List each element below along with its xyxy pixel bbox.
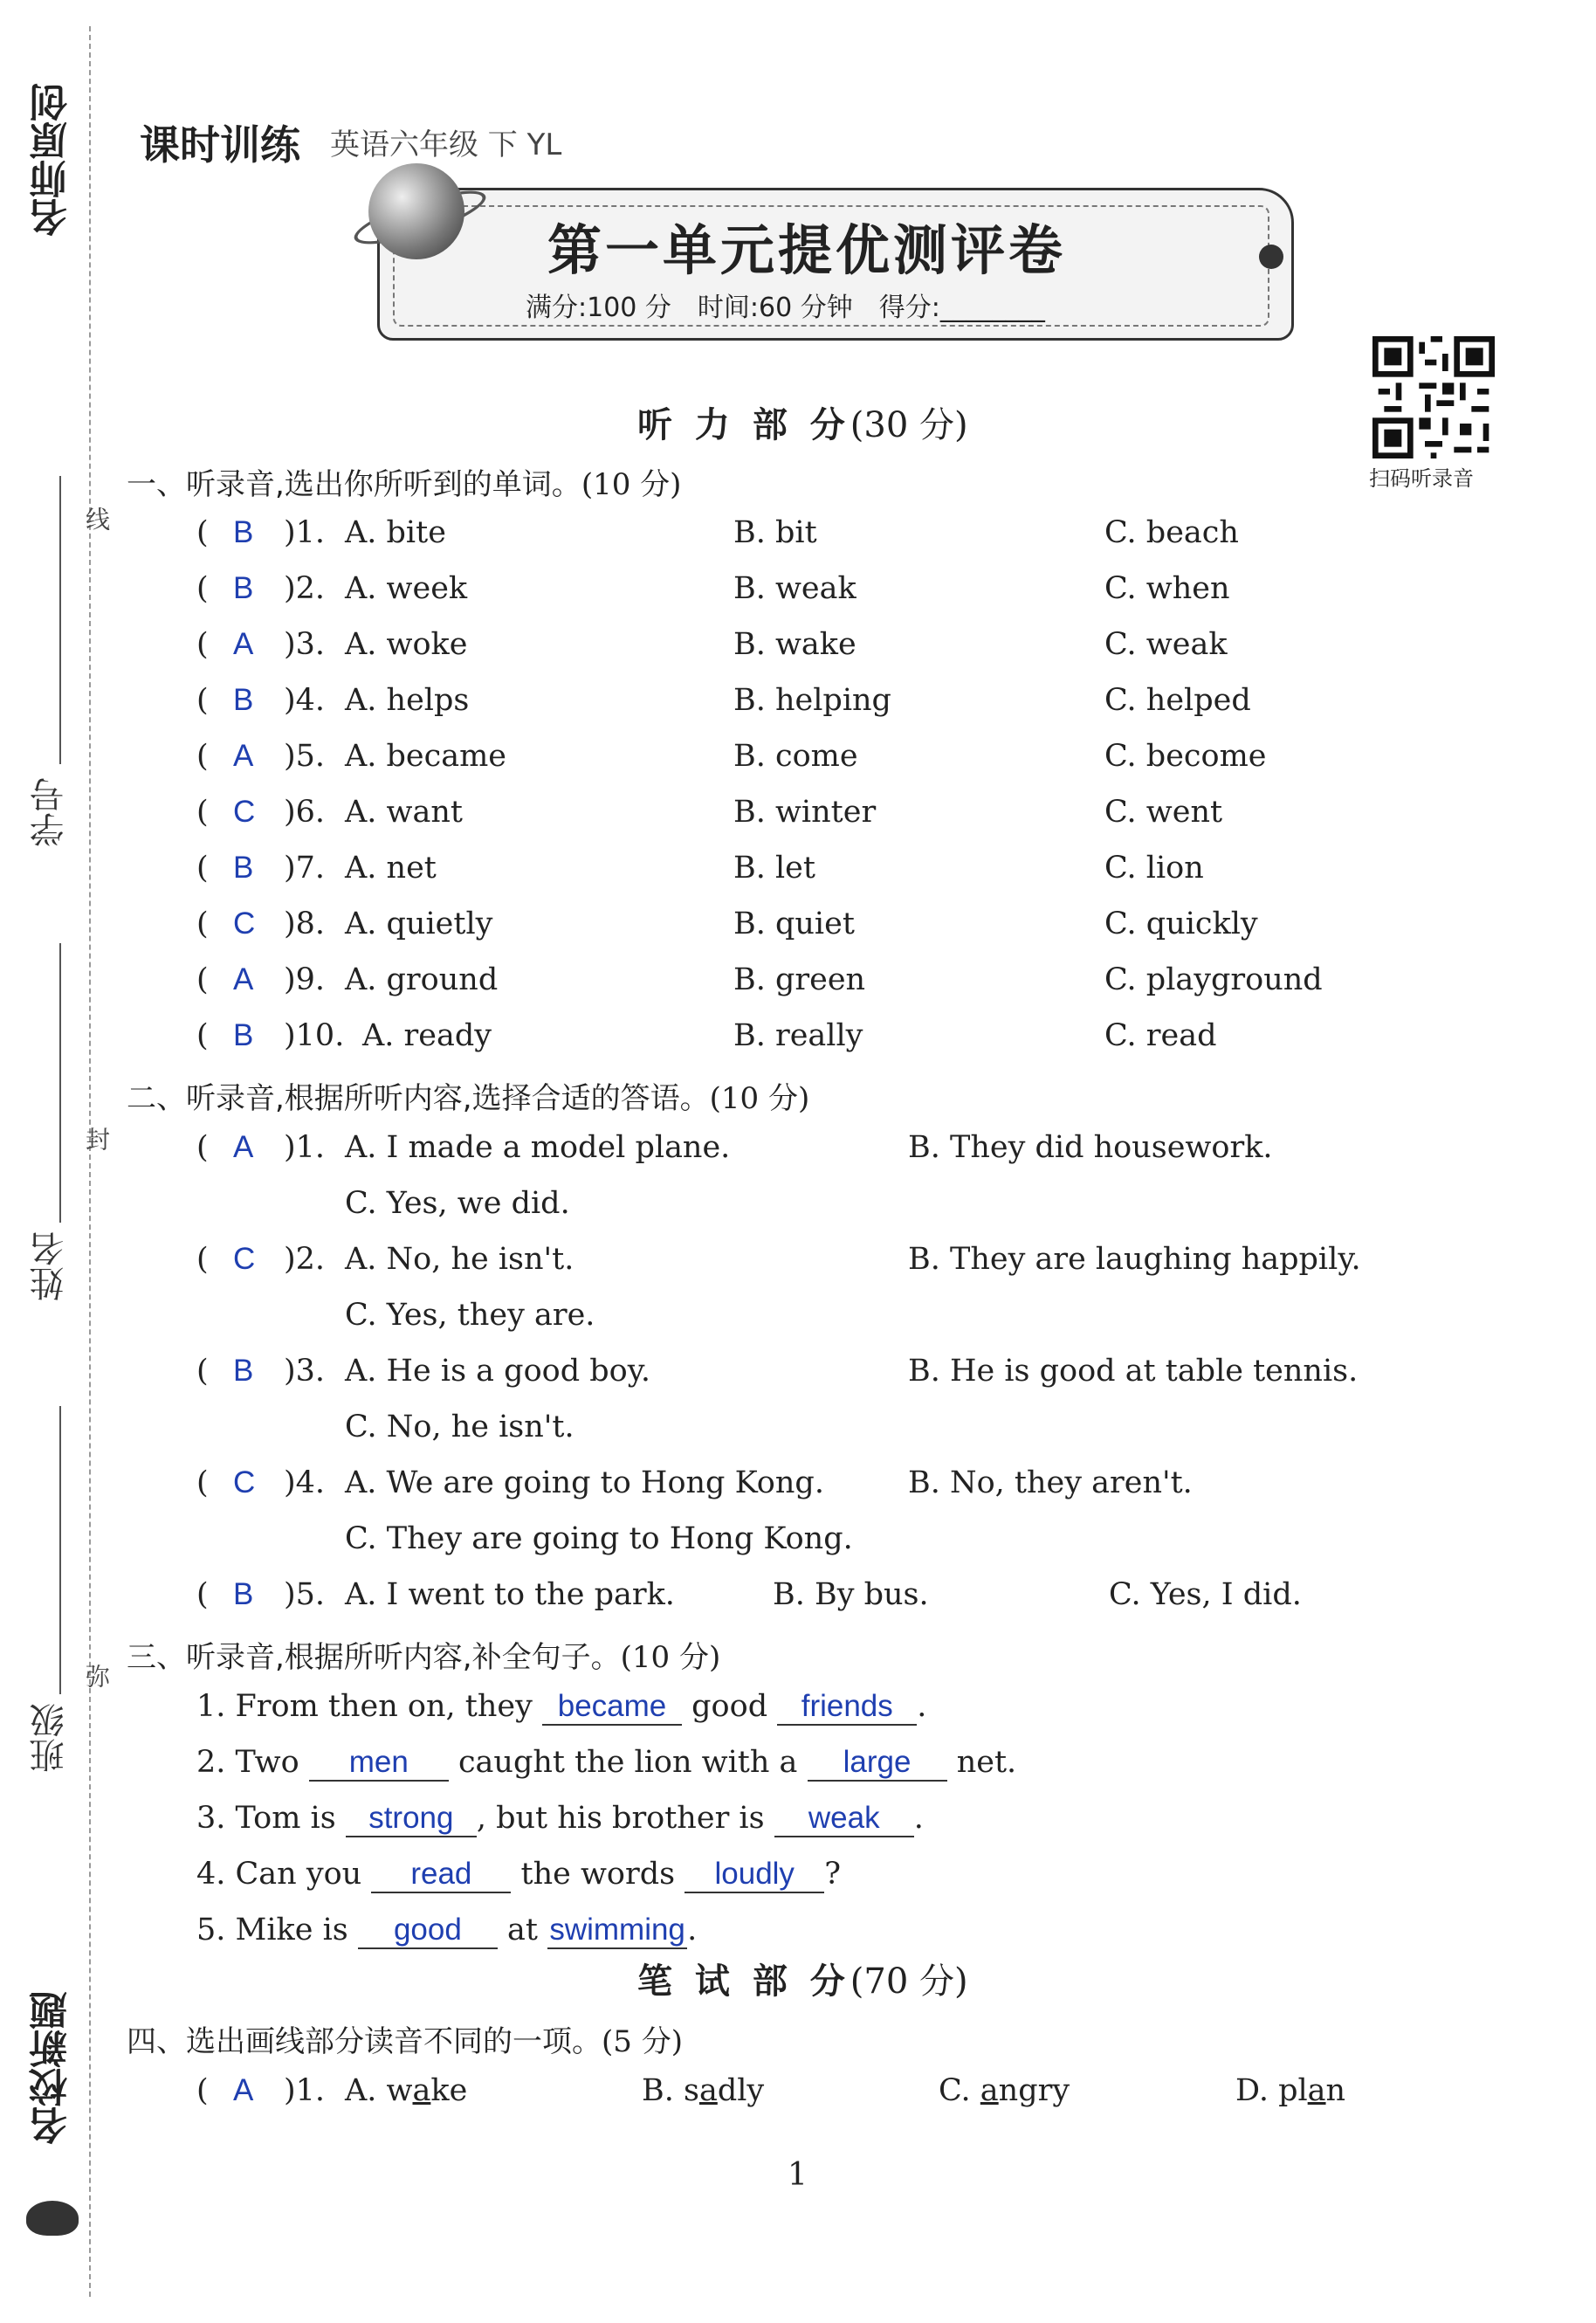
option-a: A. No, he isn't. — [345, 1242, 574, 1277]
answer-mark: B — [233, 851, 254, 885]
writing-score: (70 分) — [850, 1961, 968, 2002]
part3-heading — [127, 1633, 720, 1676]
option-a: A. quietly — [345, 906, 493, 941]
answer-blank[interactable]: swimming — [547, 1913, 687, 1949]
answer-mark: A — [233, 627, 254, 661]
option-d: D. plan — [1235, 2073, 1346, 2108]
part1-points: (10 分) — [581, 467, 682, 502]
option-b: B. let — [733, 851, 815, 886]
option-a: A. helps — [345, 683, 470, 718]
answer-mark: B — [233, 683, 254, 717]
option-b: B. By bus. — [773, 1577, 929, 1612]
class-label: 班级 — [30, 1703, 70, 1773]
answer-blank[interactable]: large — [808, 1745, 947, 1782]
answer-blank[interactable]: read — [371, 1857, 511, 1893]
part1-heading-text: 一、听录音,选出你所听到的单词。 — [127, 467, 581, 502]
exam-banner — [377, 188, 1294, 341]
answer-blank[interactable]: men — [309, 1745, 449, 1782]
answer-mark: A — [233, 2073, 254, 2107]
option-c: C. Yes, I did. — [1109, 1577, 1302, 1612]
option-b: B. wake — [733, 627, 856, 662]
name-label: 姓名 — [30, 1231, 70, 1301]
option-a: A. ready — [362, 1018, 492, 1053]
answer-blank[interactable]: loudly — [684, 1857, 824, 1893]
option-c: C. quickly — [1104, 906, 1258, 941]
writing-title — [637, 1954, 968, 2003]
answer-blank[interactable]: friends — [777, 1689, 917, 1726]
option-c: C. No, he isn't. — [345, 1410, 574, 1444]
planet-icon — [368, 163, 464, 259]
option-a: A. bite — [345, 515, 446, 550]
answer-mark: B — [233, 1018, 254, 1052]
listening-score: (30 分) — [850, 405, 968, 445]
option-c: C. They are going to Hong Kong. — [345, 1521, 853, 1556]
option-c: C. helped — [1104, 683, 1251, 718]
option-a: A. net — [345, 851, 437, 886]
option-a: A. We are going to Hong Kong. — [345, 1465, 824, 1500]
answer-mark: B — [233, 1577, 254, 1611]
banner-dot-icon — [1259, 245, 1283, 269]
option-b: B. They are laughing happily. — [908, 1242, 1361, 1277]
answer-mark: C — [233, 1465, 256, 1499]
answer-mark: C — [233, 1242, 256, 1276]
answer-mark: B — [233, 1354, 254, 1388]
option-b: B. No, they aren't. — [908, 1465, 1193, 1500]
option-c: C. read — [1104, 1018, 1217, 1053]
answer-mark: A — [233, 1130, 254, 1164]
cut-mark-seal: 封 — [82, 1127, 111, 1151]
option-c: C. when — [1104, 571, 1230, 606]
listening-title-text: 听 力 部 分 — [637, 405, 850, 445]
answer-mark: B — [233, 571, 254, 605]
student-id-line — [59, 476, 61, 764]
option-b: B. He is good at table tennis. — [908, 1354, 1359, 1389]
option-c: C. beach — [1104, 515, 1239, 550]
option-c: C. lion — [1104, 851, 1204, 886]
answer-mark: A — [233, 739, 254, 773]
option-b: B. quiet — [733, 906, 855, 941]
answer-mark: C — [233, 795, 256, 829]
fill-sentence-2: 2. Two men caught the lion with a large net. — [196, 1745, 1017, 1780]
part4-heading-text: 四、选出画线部分读音不同的一项。 — [127, 2024, 602, 2059]
brand-logo-icon — [26, 2201, 79, 2236]
option-b: B. green — [733, 962, 866, 997]
brand-top: 名师原创 — [30, 83, 74, 237]
option-a: A. want — [345, 795, 463, 830]
fill-sentence-1: 1. From then on, they became good friends . — [196, 1689, 927, 1724]
class-line — [59, 1406, 61, 1694]
option-a: A. woke — [345, 627, 468, 662]
cut-mark-close: 弥 — [82, 1664, 111, 1688]
series-title: 课时训练 — [140, 121, 300, 169]
qr-label: 扫码听录音 — [1369, 466, 1474, 491]
brand-bottom: 名校新题 — [30, 1991, 74, 2145]
fill-sentence-5: 5. Mike is good at swimming. — [196, 1913, 698, 1947]
option-b: B. come — [733, 739, 858, 774]
option-c: C. angry — [939, 2073, 1070, 2108]
part3-heading-text: 三、听录音,根据所听内容,补全句子。 — [127, 1640, 621, 1675]
part1-heading — [127, 460, 681, 503]
option-c: C. become — [1104, 739, 1267, 774]
cut-mark-line: 线 — [82, 507, 111, 531]
page-number: 1 — [788, 2157, 808, 2193]
option-b: B. sadly — [642, 2073, 765, 2108]
fill-sentence-3: 3. Tom is strong , but his brother is weak . — [196, 1801, 924, 1836]
option-c: C. Yes, they are. — [345, 1298, 595, 1333]
student-id-label: 学号 — [30, 777, 70, 847]
part2-heading — [127, 1074, 809, 1117]
option-b: B. They did housework. — [908, 1130, 1273, 1165]
option-c: C. Yes, we did. — [345, 1186, 570, 1221]
part3-points: (10 分) — [620, 1640, 721, 1675]
listening-title — [637, 397, 968, 447]
option-c: C. went — [1104, 795, 1223, 830]
option-a: A. wake — [345, 2073, 468, 2108]
option-b: B. winter — [733, 795, 877, 830]
exam-info: 满分:100 分 时间:60 分钟 得分:________ — [526, 293, 1045, 323]
fill-sentence-4: 4. Can you read the words loudly ? — [196, 1857, 841, 1892]
answer-mark: A — [233, 962, 254, 996]
writing-title-text: 笔 试 部 分 — [637, 1961, 850, 2002]
grade-label: 英语六年级 下 YL — [330, 128, 562, 162]
answer-blank[interactable]: weak — [774, 1801, 914, 1837]
option-a: A. I went to the park. — [345, 1577, 675, 1612]
option-a: A. He is a good boy. — [345, 1354, 650, 1389]
name-line — [59, 943, 61, 1223]
option-a: A. became — [345, 739, 507, 774]
answer-mark: C — [233, 906, 256, 941]
cut-line — [89, 26, 93, 2297]
exam-title: 第一单元提优测评卷 — [547, 218, 1067, 282]
answer-blank[interactable]: strong — [346, 1801, 477, 1837]
option-b: B. helping — [733, 683, 891, 718]
part2-points: (10 分) — [709, 1081, 810, 1116]
option-c: C. weak — [1104, 627, 1228, 662]
part4-points: (5 分) — [602, 2024, 683, 2059]
option-a: A. week — [345, 571, 468, 606]
option-b: B. really — [733, 1018, 863, 1053]
part4-heading — [127, 2017, 683, 2060]
answer-blank[interactable]: good — [358, 1913, 498, 1949]
option-a: A. ground — [345, 962, 499, 997]
part2-heading-text: 二、听录音,根据所听内容,选择合适的答语。 — [127, 1081, 710, 1116]
option-b: B. weak — [733, 571, 856, 606]
option-c: C. playground — [1104, 962, 1323, 997]
option-b: B. bit — [733, 515, 817, 550]
answer-mark: B — [233, 515, 254, 549]
answer-blank[interactable]: became — [542, 1689, 682, 1726]
qr-code-icon[interactable] — [1372, 336, 1495, 458]
option-a: A. I made a model plane. — [345, 1130, 731, 1165]
